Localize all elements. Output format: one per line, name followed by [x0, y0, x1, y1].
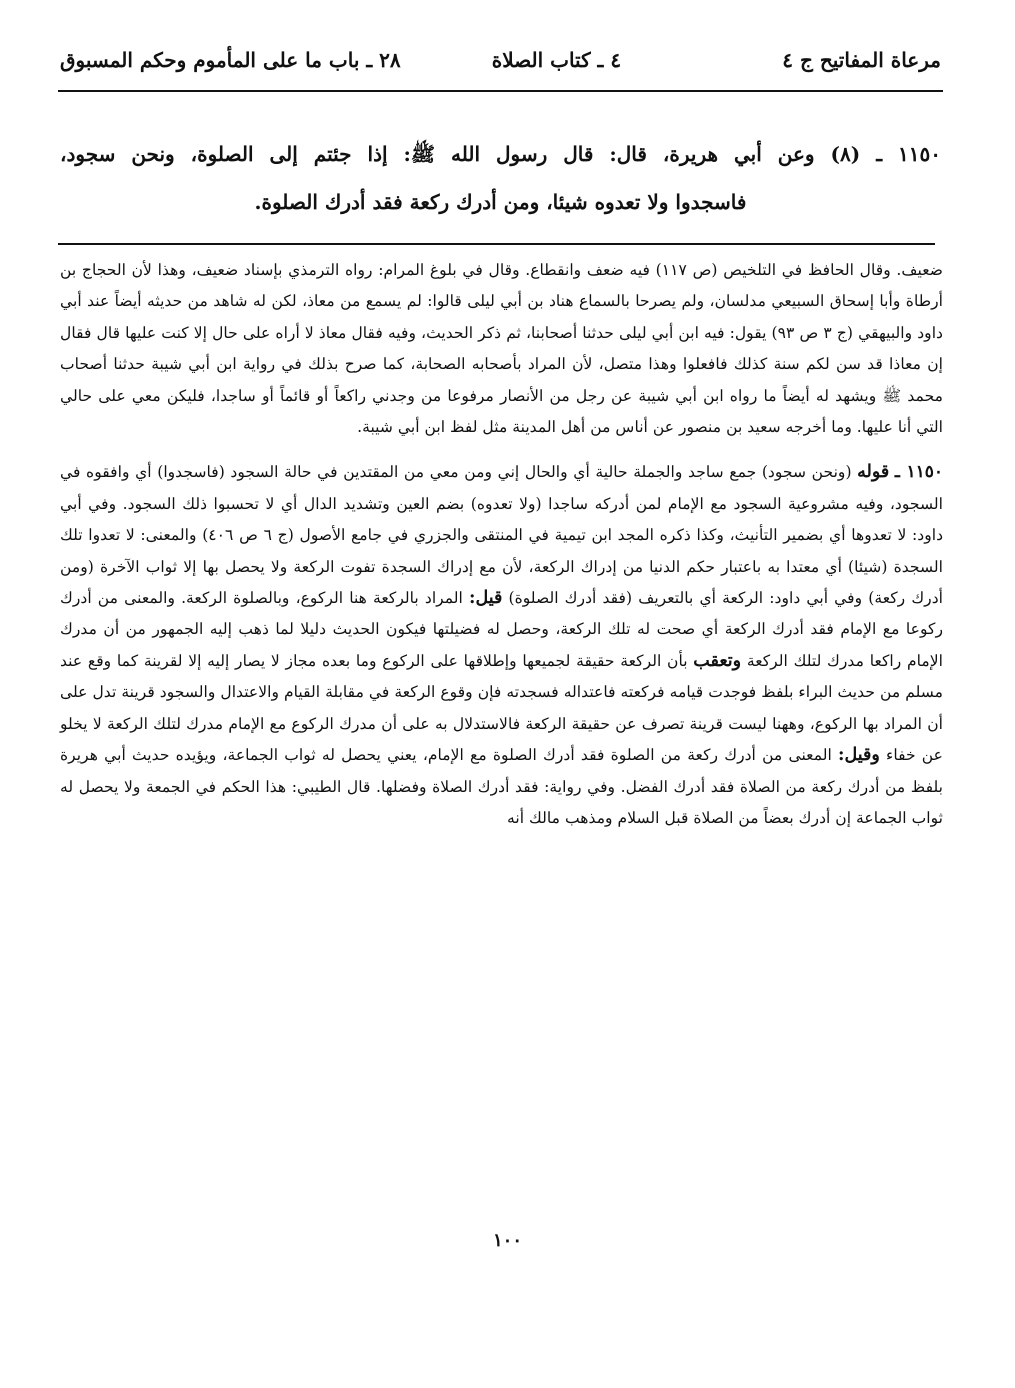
header-chapter: ٤ ـ كتاب الصلاة: [491, 48, 622, 72]
page-number: ١٠٠: [492, 1230, 522, 1251]
sharh-part-2: المراد بالركعة هنا الركوع، وبالصلوة الركعة. والمعنى من أدرك ركوعا مع الإمام فقد أدرك الركعة أي صحت له تلك الركعة، وحصل له فضيلتها فيكون الحديث دليلا لما ذهب إليه الجمهور من أن مدرك الإمام راكعا مدرك لتلك الركعة: [60, 589, 943, 670]
hadith-line-2: فاسجدوا ولا تعدوه شيئا، ومن أدرك ركعة فقد أدرك الصلوة.: [254, 190, 747, 214]
takhrij-paragraph: ضعيف. وقال الحافظ في التلخيص (ص ١١٧) فيه ضعف وانقطاع. وقال في بلوغ المرام: رواه الترمذي بإسناد ضعيف، وهذا لأن الحجاج بن أرطاة وأبا إسحاق السبيعي مدلسان، ولم يصرحا بالسماع هناد بن أبي ليلى قالوا: لم يسمع من معاذ، لكن له شاهد من حديثه أيضاً عند أبي داود والبيهقي (ج ٣ ص ٩٣) يقول: فيه ابن أبي ليلى حدثنا أصحابنا، ثم ذكر الحديث، وفيه فقال معاذ لا أراه على حال إلا كنت عليها قال فقال إن معاذا قد سن لكم سنة كذلك فافعلوا وهذا متصل، لأن المراد بأصحابه الصحابة، كما صرح بذلك في رواية ابن أبي شيبة حدثنا أصحاب محمد ﷺ ويشهد له أيضاً ما رواه ابن أبي شيبة عن رجل من الأنصار مرفوعا من وجدني راكعاً أو قائماً أو ساجدا، فليكن معي على حالي التي أنا عليها. وما أخرجه سعيد بن منصور عن أناس من أهل المدينة مثل لفظ ابن أبي شيبة.: [60, 261, 943, 437]
sharh-part-1: (ونحن سجود) جمع ساجد والجملة حالية أي والحال إني ومن معي من المقتدين في حالة السجود (فاسجدوا) أي وافقوه في السجود، وفيه مشروعية السجود مع الإمام لمن أدركه ساجدا (ولا تعدوه) بضم العين وتشديد الدال أي لا تحسبوا ذلك السجود. وفي أبي داود: لا تعدوها أي بضمير التأنيث، وكذا ذكره المجد ابن تيمية في المنتقى والجزري في جامع الأصول (ج ٦ ص ٤٠٦) والمعنى: لا تعدوا تلك السجدة (شيئا) أي معتدا به باعتبار حكم الدنيا من إدراك الركعة، لأن مع إدراك السجدة تفوت الركعة ولا يحصل بها إلا ثواب الآخرة (ومن أدرك ركعة) وفي أبي داود: الركعة أي بالتعريف (فقد أدرك الصلوة): [60, 463, 944, 608]
sharh-number: ١١٥٠ ـ: [894, 462, 943, 483]
section-divider: [58, 243, 935, 245]
taaqqub-keyword: وتعقب: [693, 650, 742, 671]
header-section: ٢٨ ـ باب ما على المأموم وحكم المسبوق: [60, 48, 401, 72]
sharh-paragraph: [60, 457, 943, 834]
sharh-part-3: بأن الركعة حقيقة لجميعها وإطلاقها على الركوع وما بعده مجاز لا يصار إليه إلا لقرينة كما وقع عند مسلم من حديث البراء بلفظ فوجدت قيامه فركعته فاعتداله فسجدته فإن وقوع الركعة في مقابلة القيام والاعتدال والسجود قرينة تدل على أن المراد بها الركوع، وههنا ليست قرينة تصرف عن حقيقة الركعة فالاستدلال به على أن مدرك الركوع مع الإمام مدرك لتلك الركعة لا يخلو عن خفاء: [60, 651, 943, 765]
sharh-part-4: المعنى من أدرك ركعة من الصلوة فقد أدرك الصلوة مع الإمام، يعني يحصل له ثواب الجماعة، ويؤيده حديث أبي هريرة بلفظ من أدرك ركعة من الصلاة فقد أدرك الفضل. وفي رواية: فقد أدرك الصلاة وفضلها. قال الطيبي: هذا الحكم في الجمعة ولا يحصل له ثواب الجماعة إن أدرك بعضاً من الصلاة قبل السلام ومذهب مالك أنه: [60, 746, 943, 827]
qila-keyword-1: قيل:: [469, 588, 503, 609]
header-divider: [58, 90, 943, 92]
commentary-body: [60, 255, 943, 834]
header-book-title: مرعاة المفاتيح ج ٤: [782, 48, 941, 72]
qila-keyword-2: وقيل:: [838, 745, 880, 766]
hadith-text: [60, 130, 941, 226]
hadith-line-1: ١١٥٠ ـ (٨) وعن أبي هريرة، قال: قال رسول الله ﷺ: إذا جئتم إلى الصلوة، ونحن سجود،: [60, 142, 941, 166]
running-header: [60, 38, 941, 82]
qawluhu-keyword: قوله: [857, 462, 890, 483]
